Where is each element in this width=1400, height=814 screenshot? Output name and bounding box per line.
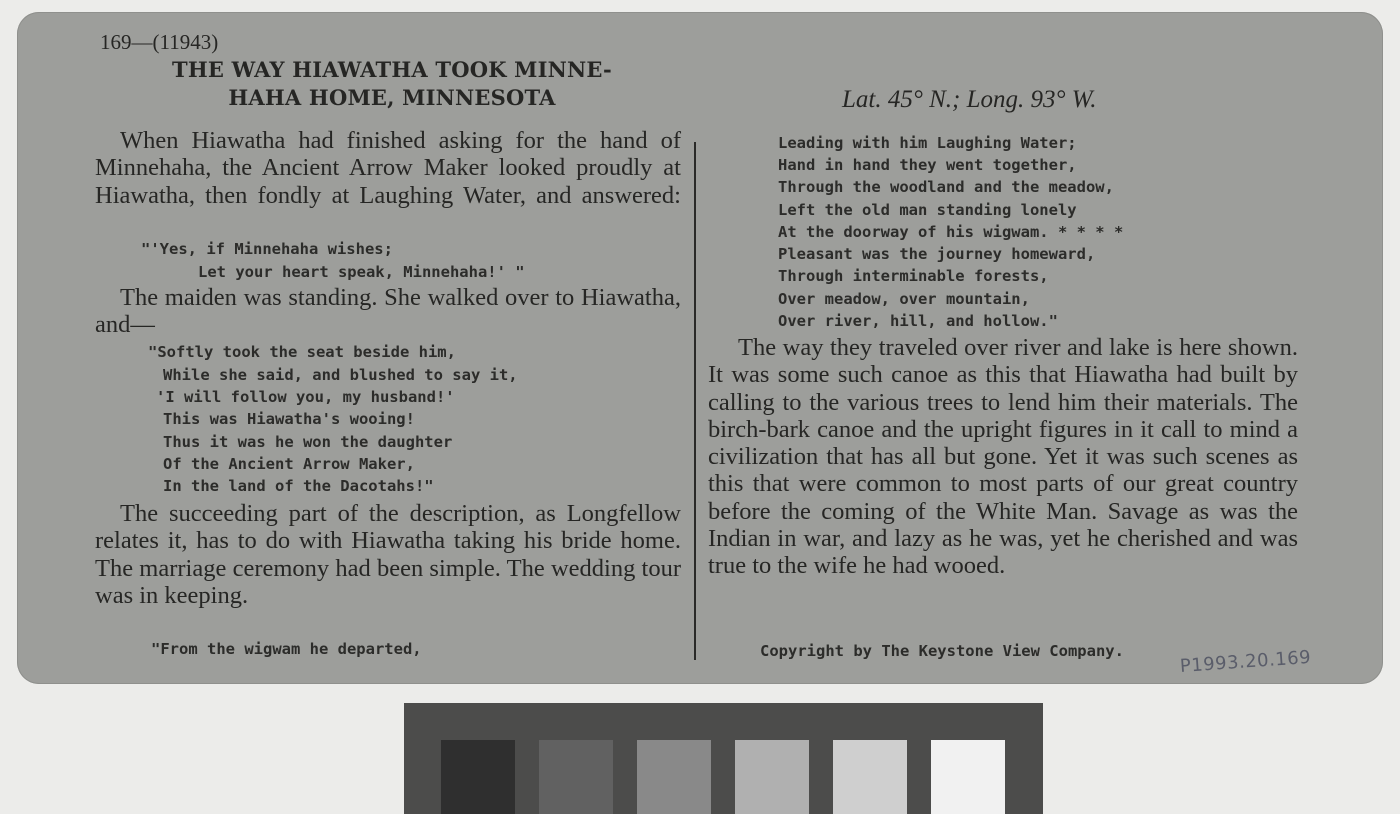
left-verse-line-7: In the land of the Dacotahs!"	[163, 477, 434, 495]
left-quote-line-1: "'Yes, if Minnehaha wishes;	[141, 240, 393, 258]
right-paragraph: The way they traveled over river and lake is here shown. It was some such canoe as this that Hiawatha had built by calling to the various trees to lend him their materials. The birch-bark canoe and the upright figures in it call to mind a civilization that has all but gone. Yet it was such scenes as this that were common to most parts of our great country before the coming of the White Man. Savage as was the Indian in war, and lazy as he was, yet he cherished and was true to the wife he had wooed.	[708, 334, 1298, 580]
accession-number: P1993.20.169	[1179, 646, 1312, 677]
gray-swatch	[441, 740, 515, 814]
coordinates: Lat. 45° N.; Long. 93° W.	[842, 86, 1097, 113]
copyright-line: Copyright by The Keystone View Company.	[760, 642, 1124, 660]
left-verse-line-3: 'I will follow you, my husband!'	[156, 388, 455, 406]
right-verse-line-6: Pleasant was the journey homeward,	[778, 245, 1096, 263]
right-verse-line-8: Over meadow, over mountain,	[778, 290, 1030, 308]
catalog-number: 169—(11943)	[100, 30, 219, 54]
left-verse-line-6: Of the Ancient Arrow Maker,	[163, 455, 415, 473]
gray-swatch	[637, 740, 711, 814]
right-verse-line-3: Through the woodland and the meadow,	[778, 178, 1114, 196]
gray-swatch	[735, 740, 809, 814]
right-verse-line-9: Over river, hill, and hollow."	[778, 312, 1058, 330]
left-paragraph-2: The maiden was standing. She walked over to Hiawatha, and—	[95, 284, 681, 339]
left-paragraph-1: When Hiawatha had finished asking for the hand of Minnehaha, the Ancient Arrow Maker looked proudly at Hiawatha, then fondly at Laughing Water, and answered:	[95, 127, 681, 209]
column-divider	[694, 142, 696, 660]
gray-swatch	[833, 740, 907, 814]
right-verse-line-1: Leading with him Laughing Water;	[778, 134, 1077, 152]
left-verse-closing-line: "From the wigwam he departed,	[151, 640, 422, 658]
gray-swatch	[931, 740, 1005, 814]
left-verse-line-4: This was Hiawatha's wooing!	[163, 410, 415, 428]
right-verse-line-5: At the doorway of his wigwam. * * * *	[778, 223, 1124, 241]
card-title	[96, 56, 688, 112]
left-quote-line-2: Let your heart speak, Minnehaha!' "	[198, 263, 525, 281]
left-verse-line-5: Thus it was he won the daughter	[163, 433, 453, 451]
gray-scale-target	[404, 703, 1043, 814]
right-verse-line-4: Left the old man standing lonely	[778, 201, 1077, 219]
right-verse-line-2: Hand in hand they went together,	[778, 156, 1077, 174]
card-title-line-2: HAHA HOME, MINNESOTA	[228, 85, 556, 110]
left-verse-line-2: While she said, and blushed to say it,	[163, 366, 518, 384]
left-paragraph-3: The succeeding part of the description, as Longfellow relates it, has to do with Hiawatha taking his bride home. The marriage ceremony had been simple. The wedding tour was in keeping.	[95, 500, 681, 609]
gray-swatch	[539, 740, 613, 814]
right-verse-line-7: Through interminable forests,	[778, 267, 1049, 285]
card-title-line-1: THE WAY HIAWATHA TOOK MINNE-	[172, 57, 612, 82]
left-verse-line-1: "Softly took the seat beside him,	[148, 343, 456, 361]
